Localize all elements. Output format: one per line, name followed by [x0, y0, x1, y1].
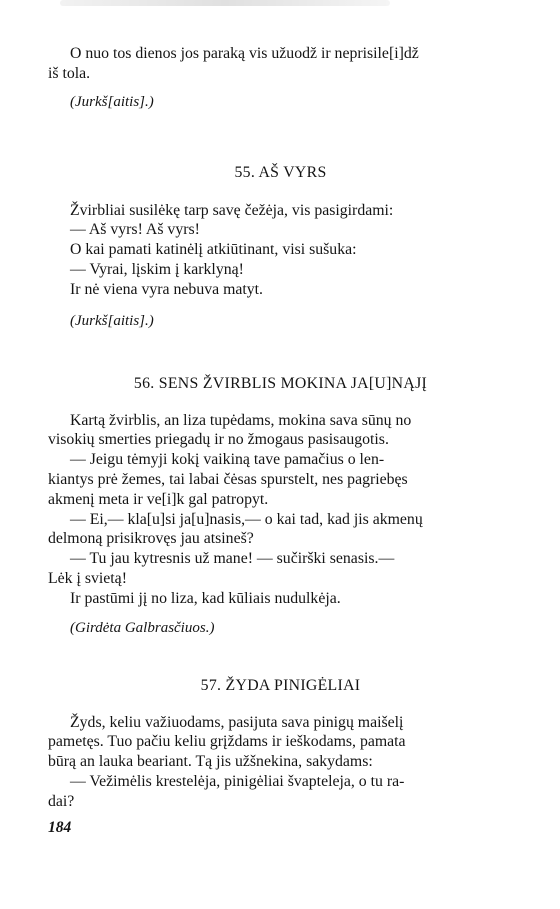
text-line: akmenį meta ir ve[i]k gal patropyt.: [48, 490, 269, 508]
page-content: [48, 44, 513, 838]
text-line: Lėk į svietą!: [48, 569, 127, 587]
text-line: O kai pamati katinėlį atkiūtinant, visi sušuka:: [70, 241, 357, 259]
text-line: O nuo tos dienos jos paraką vis užuodž ir neprisile[i]dž: [70, 45, 419, 62]
text-line: — Ei,— kla[u]si ja[u]nasis,— o kai tad, kad jis akmenų: [70, 510, 423, 528]
story-55-body: [48, 201, 513, 300]
page-number: 184: [48, 818, 72, 836]
text-line: Žvirbliai susilėkę tarp savę čežėja, vis pasigirdami:: [70, 201, 394, 219]
story-57-body: [48, 713, 513, 812]
text-line: — Jeigu tėmyji kokį vaikiną tave pamačius o len-: [70, 451, 385, 469]
text-line: visokių smerties priegadų ir no žmogaus pasisaugotis.: [48, 431, 389, 449]
intro-source: (Jurkš[aitis].): [70, 93, 154, 110]
text-line: dai?: [48, 792, 75, 810]
story-57-title: 57. ŽYDA PINIGĖLIAI: [200, 676, 361, 694]
intro-paragraph: [48, 44, 513, 84]
text-line: pametęs. Tuo pačiu keliu grįždams ir ieškodams, pamata: [48, 733, 406, 751]
text-line: — Tu jau kytresnis už mane! — sučirški senasis.—: [70, 550, 395, 568]
text-line: iš tola.: [48, 64, 91, 82]
text-line: Žyds, keliu važiuodams, pasijuta sava pinigų maišelį: [70, 713, 404, 731]
text-line: Ir pastūmi jį no liza, kad kūliais nudulkėja.: [70, 589, 341, 607]
story-55-source: (Jurkš[aitis].): [70, 312, 154, 329]
story-56-body: [48, 411, 513, 609]
text-line: — Vyrai, lįskim į karklyną!: [70, 260, 244, 278]
story-56-source: (Girdėta Galbrasčiuos.): [70, 619, 215, 636]
text-line: — Aš vyrs! Aš vyrs!: [70, 221, 200, 239]
text-line: Kartą žvirblis, an liza tupėdams, mokina sava sūnų no: [70, 411, 412, 429]
story-56-title: 56. SENS ŽVIRBLIS MOKINA JA[U]NĄJĮ: [133, 374, 428, 392]
text-line: — Vežimėlis krestelėja, pinigėliai švapteleja, o tu ra-: [70, 772, 405, 790]
story-55-title: 55. AŠ VYRS: [234, 163, 327, 181]
top-edge-smudge: [60, 0, 390, 6]
text-line: delmoną prisikrovęs jau atsineš?: [48, 530, 254, 548]
text-line: kiantys prė žemes, tai labai čėsas spurstelt, nes pagriebęs: [48, 470, 408, 488]
text-line: būrą an lauka beariant. Tą jis užšnekina, sakydams:: [48, 753, 373, 771]
text-line: Ir nė viena vyra nebuva matyt.: [70, 280, 263, 298]
